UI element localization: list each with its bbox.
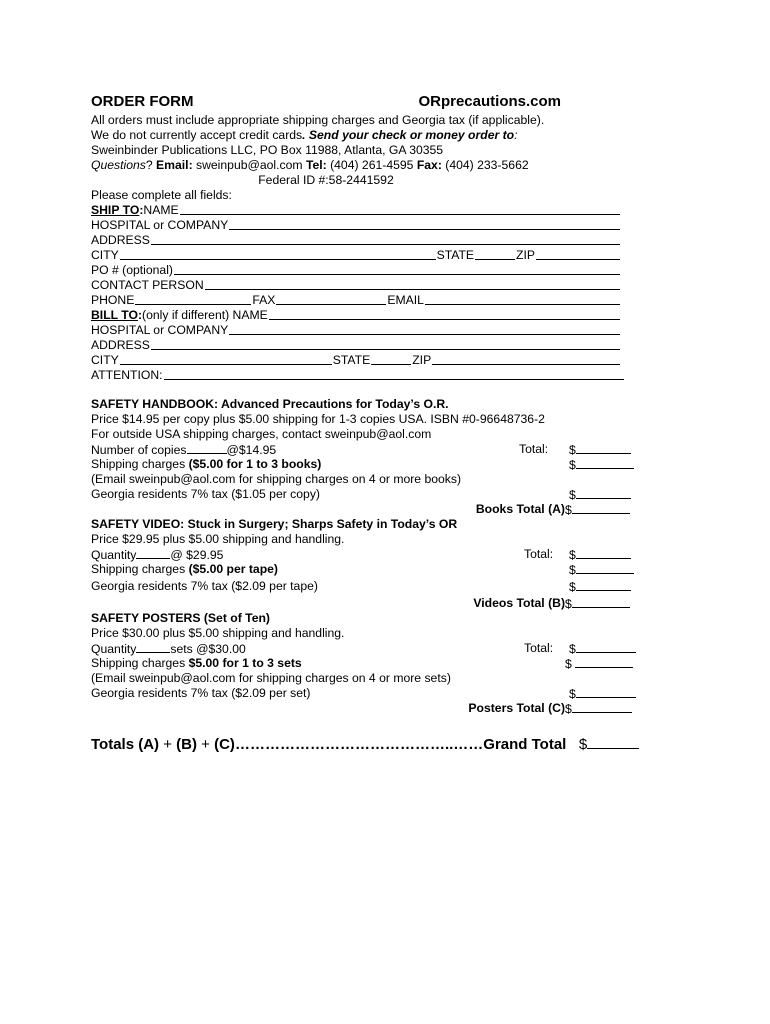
handbook-email-note: (Email sweinpub@aol.com for shipping charges on 4 or more books): [91, 472, 462, 486]
bill-hospital-label: HOSPITAL or COMPANY: [91, 323, 229, 337]
handbook-heading: SAFETY HANDBOOK: Advanced Precautions for Today’s O.R.: [91, 397, 449, 411]
dollar-sign: $: [569, 443, 576, 457]
handbook-price: Price $14.95 per copy plus $5.00 shipping for 1-3 copies USA. ISBN #0-96648736-2: [91, 412, 545, 426]
video-price: Price $29.95 plus $5.00 shipping and handling.: [91, 532, 345, 546]
send-check-note: . Send your check or money order to: [302, 128, 515, 142]
ship-name-blank[interactable]: [180, 203, 620, 215]
video-shipping-rate: ($5.00 per tape): [188, 562, 278, 576]
contact-line: [91, 158, 651, 173]
ship-po-field[interactable]: [91, 263, 621, 278]
ship-po-label: PO # (optional): [91, 263, 173, 277]
books-total-amount[interactable]: [565, 502, 630, 518]
bill-attention-blank[interactable]: [164, 368, 624, 380]
colon: :: [514, 128, 518, 142]
video-shipping-row: [91, 562, 651, 577]
videos-total-amount[interactable]: [565, 596, 630, 612]
ship-address-blank[interactable]: [151, 233, 620, 245]
video-qty-unit: @ $29.95: [170, 548, 224, 562]
video-tax-row: [91, 577, 651, 596]
ship-city-field[interactable]: [91, 248, 621, 263]
video-qty-row: [91, 547, 651, 562]
ship-phone-label: PHONE: [91, 293, 135, 307]
ship-email-blank[interactable]: [425, 293, 620, 305]
fax-label: Fax:: [416, 158, 442, 172]
posters-shipping-amount[interactable]: [565, 656, 633, 672]
bill-to-name-field[interactable]: [91, 308, 621, 323]
posters-qty-label: Quantity: [91, 642, 137, 656]
handbook-total-blank[interactable]: [576, 442, 631, 454]
email-value: sweinpub@aol.com: [192, 158, 306, 172]
bill-to-heading: BILL TO: [91, 308, 138, 322]
bill-state-label: STATE: [332, 353, 371, 367]
bill-name-label: (only if different) NAME: [142, 308, 268, 322]
ship-phone-field[interactable]: [91, 293, 621, 308]
handbook-tax-blank[interactable]: [576, 487, 631, 499]
intro-line-1: All orders must include appropriate shipping charges and Georgia tax (if applicable).: [91, 113, 545, 127]
tel-label: Tel:: [305, 158, 327, 172]
ship-email-label: EMAIL: [387, 293, 424, 307]
ship-hospital-field[interactable]: [91, 218, 621, 233]
credit-card-note: We do not currently accept credit cards: [91, 128, 303, 142]
video-subtotal-row: [91, 596, 651, 611]
header: [91, 93, 561, 111]
posters-total-amount[interactable]: [569, 641, 636, 657]
ship-name-label: NAME: [143, 203, 179, 217]
videos-total-label: Videos Total (B): [473, 596, 565, 610]
video-qty-blank[interactable]: [136, 547, 170, 559]
ship-zip-blank[interactable]: [536, 248, 620, 260]
handbook-subtotal-row: [91, 502, 651, 517]
handbook-tax-amount[interactable]: [569, 487, 631, 503]
totals-label: Totals: [91, 736, 139, 753]
handbook-shipping-row: [91, 457, 651, 472]
posters-qty-blank[interactable]: [136, 641, 170, 653]
posters-email-note: (Email sweinpub@aol.com for shipping charges on 4 or more sets): [91, 671, 451, 685]
handbook-total-label: Total:: [519, 442, 549, 456]
plus-sign: +: [159, 736, 177, 753]
order-form-page: [91, 93, 651, 754]
fax-value: (404) 233-5662: [441, 158, 529, 172]
handbook-shipping-blank[interactable]: [576, 457, 634, 469]
handbook-shipping-label: Shipping charges: [91, 457, 189, 471]
ship-phone-blank[interactable]: [135, 293, 251, 305]
dollar-sign: $: [565, 657, 572, 671]
bill-hospital-blank[interactable]: [229, 323, 620, 335]
question-mark: ?: [145, 158, 157, 172]
videos-total-blank[interactable]: [572, 596, 630, 608]
federal-id: Federal ID #:58-2441592: [258, 173, 394, 187]
handbook-copies-row: [91, 442, 651, 457]
dollar-sign: $: [569, 580, 576, 594]
bill-city-label: CITY: [91, 353, 119, 367]
dollar-sign: $: [565, 597, 572, 611]
posters-price: Price $30.00 plus $5.00 shipping and handling.: [91, 626, 345, 640]
ship-fax-blank[interactable]: [276, 293, 386, 305]
total-a: (A): [138, 736, 160, 753]
handbook-copies-label: Number of copies: [91, 443, 187, 457]
posters-total-label: Total:: [524, 641, 554, 655]
ship-address-label: ADDRESS: [91, 233, 150, 247]
dollar-sign: $: [565, 503, 572, 517]
video-total-blank[interactable]: [576, 547, 631, 559]
form-title: ORDER FORM: [91, 93, 194, 110]
video-total-amount[interactable]: [569, 547, 631, 563]
video-total-label: Total:: [524, 547, 554, 561]
posters-tax-amount[interactable]: [569, 686, 636, 702]
dollar-sign: $: [565, 702, 572, 716]
handbook-tax-label: Georgia residents 7% tax ($1.05 per copy): [91, 487, 320, 501]
intro-line-2: [91, 128, 651, 143]
ship-city-blank[interactable]: [120, 248, 436, 260]
video-tax-label: Georgia residents 7% tax ($2.09 per tape): [91, 579, 318, 593]
ship-contact-field[interactable]: [91, 278, 621, 293]
ship-contact-label: CONTACT PERSON: [91, 278, 204, 292]
bill-city-blank[interactable]: [120, 353, 332, 365]
bill-to-colon: :: [137, 308, 143, 322]
plus-sign: +: [197, 736, 215, 753]
bill-zip-blank[interactable]: [432, 353, 620, 365]
ship-to-colon: :: [139, 203, 144, 217]
ship-state-blank[interactable]: [475, 248, 515, 260]
ship-to-heading: SHIP TO: [91, 203, 140, 217]
site-name: ORprecautions.com: [418, 93, 561, 110]
posters-tax-blank[interactable]: [576, 686, 636, 698]
ship-contact-blank[interactable]: [205, 278, 620, 290]
handbook-copies-blank[interactable]: [187, 442, 227, 454]
dollar-sign: $: [569, 563, 576, 577]
ship-hospital-label: HOSPITAL or COMPANY: [91, 218, 229, 232]
posters-tax-row: [91, 686, 651, 701]
video-tax-blank[interactable]: [576, 579, 631, 591]
dollar-sign: $: [569, 488, 576, 502]
bill-hospital-field[interactable]: [91, 323, 621, 338]
ship-address-field[interactable]: [91, 233, 621, 248]
posters-qty-unit: sets @$30.00: [170, 642, 246, 656]
ship-state-label: STATE: [436, 248, 475, 262]
books-total-blank[interactable]: [572, 502, 630, 514]
ship-fax-label: FAX: [252, 293, 276, 307]
bill-attention-field[interactable]: [91, 368, 625, 383]
video-shipping-amount[interactable]: [569, 562, 634, 578]
handbook-shipping-amount[interactable]: [569, 457, 634, 473]
posters-shipping-label: Shipping charges: [91, 656, 189, 670]
total-c: (C): [214, 736, 235, 753]
bill-city-field[interactable]: [91, 353, 621, 368]
bill-name-blank[interactable]: [269, 308, 620, 320]
posters-subtotal-blank[interactable]: [572, 701, 632, 713]
tel-value: (404) 261-4595: [326, 158, 417, 172]
ship-po-blank[interactable]: [174, 263, 620, 275]
dollar-sign: $: [578, 736, 588, 753]
posters-total-label-sub: Posters Total (C): [468, 701, 565, 715]
dollar-sign: $: [569, 458, 576, 472]
email-label: Email:: [156, 158, 193, 172]
leader-dots: ……………………………………..……: [234, 736, 484, 753]
bill-address-field[interactable]: [91, 338, 621, 353]
posters-subtotal-row: [91, 701, 651, 716]
posters-total-blank[interactable]: [576, 641, 636, 653]
dollar-sign: $: [569, 687, 576, 701]
ship-to-name-field[interactable]: [91, 203, 621, 218]
posters-shipping-blank[interactable]: [575, 656, 633, 668]
posters-tax-label: Georgia residents 7% tax ($2.09 per set): [91, 686, 311, 700]
video-shipping-label: Shipping charges: [91, 562, 189, 576]
bill-attention-label: ATTENTION:: [91, 368, 163, 382]
books-total-label: Books Total (A): [475, 502, 565, 516]
spacer: [91, 383, 651, 397]
posters-qty-row: [91, 641, 651, 656]
ship-city-label: CITY: [91, 248, 119, 262]
dollar-sign: $: [569, 642, 576, 656]
posters-shipping-row: [91, 656, 651, 671]
handbook-tax-row: [91, 487, 651, 502]
posters-subtotal-amount[interactable]: [565, 701, 632, 717]
handbook-total-amount[interactable]: [569, 442, 631, 458]
grand-total-blank[interactable]: [587, 734, 639, 749]
grand-total-row: [91, 734, 651, 754]
posters-shipping-rate: $5.00 for 1 to 3 sets: [188, 656, 302, 670]
dollar-sign: $: [569, 548, 576, 562]
ship-hospital-blank[interactable]: [229, 218, 620, 230]
complete-fields-note: Please complete all fields:: [91, 188, 232, 202]
bill-zip-label: ZIP: [412, 353, 432, 367]
video-shipping-blank[interactable]: [576, 562, 634, 574]
bill-address-label: ADDRESS: [91, 338, 150, 352]
video-tax-amount[interactable]: [569, 579, 631, 595]
bill-address-blank[interactable]: [151, 338, 620, 350]
handbook-copies-unit: @$14.95: [226, 443, 277, 457]
grand-total-label: Grand Total: [483, 736, 567, 753]
bill-state-blank[interactable]: [371, 353, 411, 365]
video-qty-label: Quantity: [91, 548, 137, 562]
questions-label: Questions: [91, 158, 146, 172]
posters-heading: SAFETY POSTERS (Set of Ten): [91, 611, 270, 625]
handbook-outside-usa: For outside USA shipping charges, contact sweinpub@aol.com: [91, 427, 432, 441]
mailing-address: Sweinbinder Publications LLC, PO Box 11988, Atlanta, GA 30355: [91, 143, 444, 157]
total-b: (B): [176, 736, 197, 753]
ship-zip-label: ZIP: [516, 248, 535, 262]
video-heading: SAFETY VIDEO: Stuck in Surgery; Sharps Safety in Today’s OR: [91, 517, 458, 531]
handbook-shipping-rate: ($5.00 for 1 to 3 books): [188, 457, 322, 471]
